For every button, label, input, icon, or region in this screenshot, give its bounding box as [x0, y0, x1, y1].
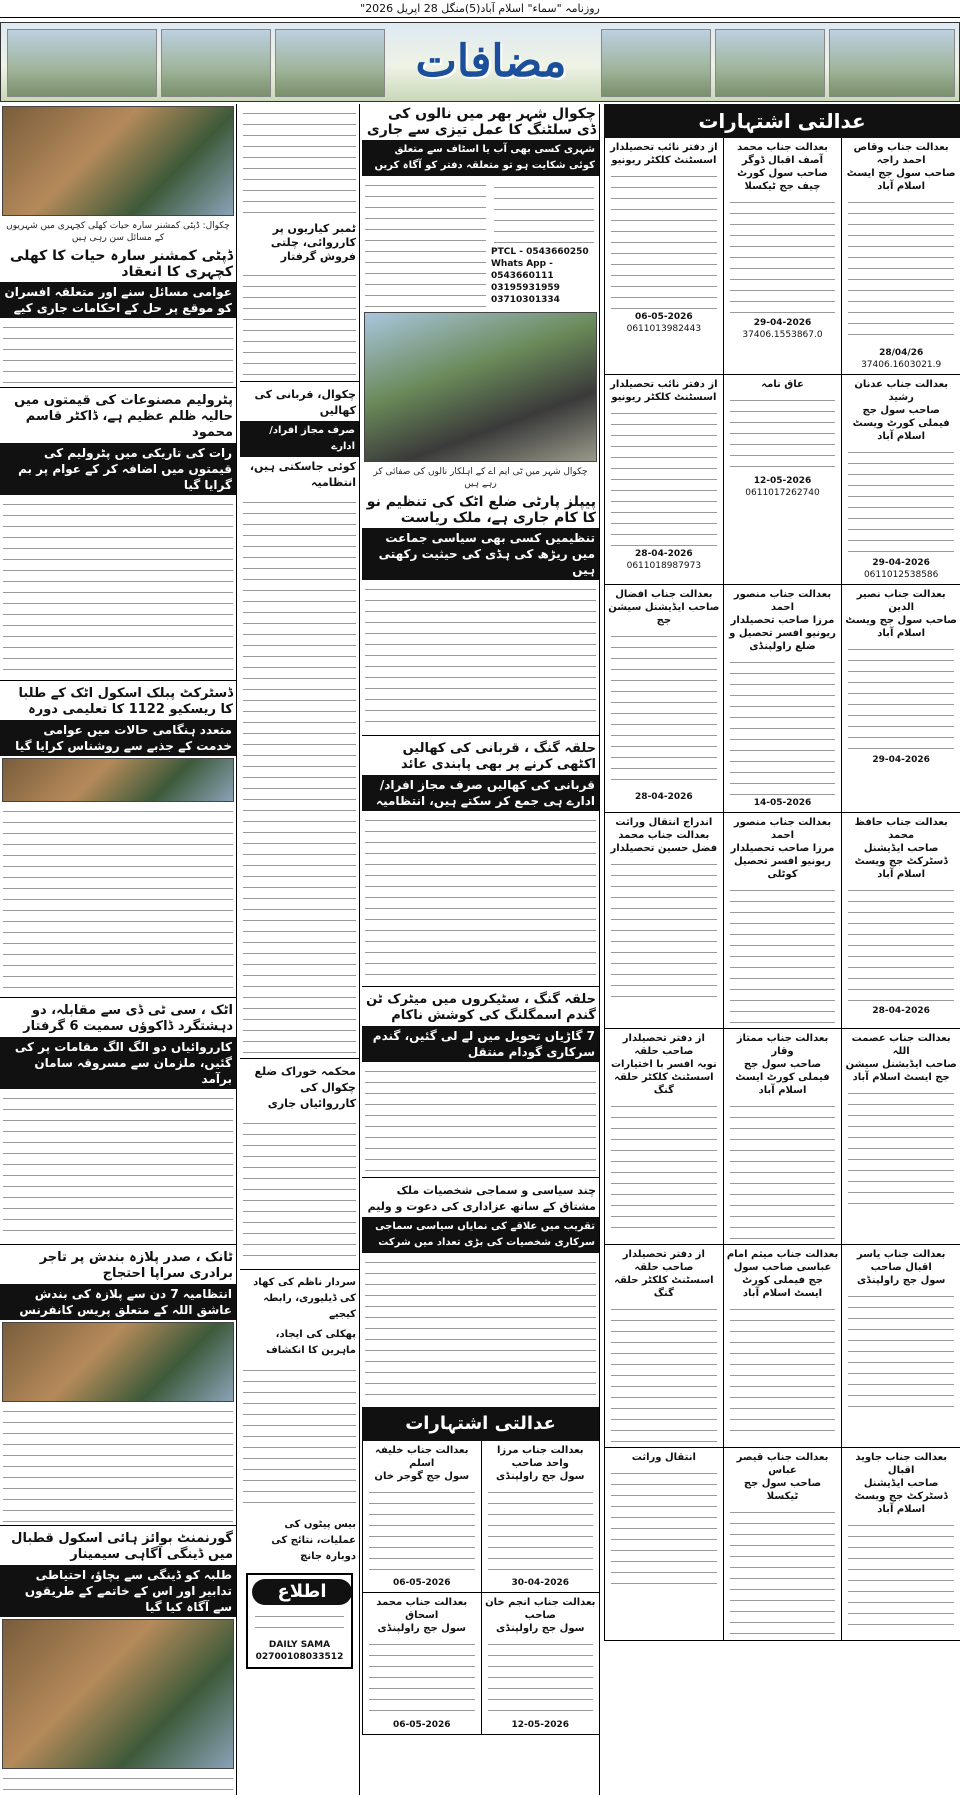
subheadline-5: انتظامیہ 7 دن سے پلازہ کی بندش عاشق اللہ کے متعلق پریس کانفرنس — [0, 1284, 236, 1320]
court-subtitle: صاحب ایڈیشنل ڈسٹرکٹ جج ویسٹ اسلام آباد — [854, 843, 948, 880]
court-subtitle: صاحب ایڈیشنل سیشن جج ایسٹ اسلام آباد — [845, 1059, 957, 1083]
headline-3: ڈسٹرکٹ پبلک اسکول اٹک کے طلبا کا ریسکیو 1122 کا تعلیمی دورہ — [18, 686, 233, 717]
article-text — [3, 1771, 233, 1795]
headline-desilting: چکوال شہر بھر میں نالوں کی ڈی سلٹنگ کا عمل تیزی سے جاری — [366, 106, 596, 138]
notice-title: اطلاع — [252, 1579, 352, 1605]
court-title: بعدالت جناب نصیر الدین — [856, 589, 946, 613]
headline-ppp: پیپلز پارٹی ضلع اٹک کی تنظیم نو کا کام جاری ہے، ملک ریاست — [366, 494, 596, 526]
court-title: بعدالت جناب افضال — [615, 589, 713, 600]
subheadline-hides-ban: قربانی کی کھالیں صرف مجاز افراد/ ادارے ہی جمع کر سکتے ہیں، انتظامیہ — [362, 775, 599, 811]
court-subtitle: بعدالت جناب محمد فضل حسین تحصیلدار — [610, 830, 718, 854]
cnic-number: 0611013982443 — [626, 324, 702, 334]
court-notice — [604, 375, 723, 585]
notice-text — [848, 445, 954, 555]
article-text — [365, 1064, 596, 1174]
court-notice — [723, 1448, 842, 1641]
court-subtitle: عباسی صاحب سول جج فیملی کورٹ ایسٹ اسلام آباد — [733, 1262, 832, 1299]
court-title: بعدالت جناب مرزا واحد صاحب — [496, 1445, 584, 1469]
court-subtitle: اسسٹنٹ کلکٹر حلقہ گنگ — [614, 1275, 714, 1299]
headline-food-dept: محکمہ خوراک ضلع چکوال کی کارروائیاں جاری — [254, 1065, 356, 1110]
court-notice — [604, 1448, 723, 1641]
news-photo-seminar — [2, 1619, 234, 1769]
hearing-date: 12-05-2026 — [753, 476, 812, 486]
news-column-1 — [0, 104, 237, 1795]
headline-fertilizer: سردار ناظم کی کھاد کی ڈیلیوری، رابطہ کیجیے — [253, 1277, 356, 1320]
court-notice — [723, 813, 842, 1029]
subheadline-6: طلبہ کو ڈینگی سے بچاؤ، احتیاطی تدابیر اور اس کے خاتمے کے طریقوں سے آگاہ کیا گیا — [0, 1565, 236, 1617]
court-title: از دفتر نائب تحصیلدار — [610, 142, 718, 153]
court-notice — [723, 1029, 842, 1245]
hearing-date: 28-04-2026 — [635, 549, 693, 559]
hearing-date: 29-04-2026 — [753, 318, 812, 328]
court-title: عاق نامہ — [761, 379, 804, 390]
article-text — [243, 495, 356, 1055]
article-text — [243, 106, 356, 218]
headline-hides-ban: حلقہ گنگ ، قربانی کی کھالیں اکٹھی کرنے پر بھی پابندی عائد — [401, 741, 596, 772]
notice-text — [730, 195, 836, 315]
court-ads-header: عدالتی اشتہارات — [362, 1407, 599, 1441]
news-photo-desilting — [364, 312, 597, 462]
court-title: بعدالت جناب ممتاز وقار — [736, 1033, 829, 1057]
headline-hides: چکوال، قربانی کی کھالیں — [254, 388, 356, 417]
article-text — [365, 813, 596, 983]
court-title: بعدالت جناب یاسر اقبال صاحب — [856, 1249, 946, 1273]
photo-caption: چکوال: ڈپٹی کمشنر سارہ حیات کھلی کچہری میں شہریوں کے مسائل سن رہی ہیں — [6, 221, 230, 243]
news-column-2 — [240, 104, 360, 1795]
notice-text — [611, 857, 717, 1007]
masthead-photo-left — [7, 29, 157, 97]
notice-text — [611, 1302, 717, 1442]
notice-text — [848, 195, 954, 345]
court-notice — [604, 1245, 723, 1448]
notice-box — [246, 1573, 353, 1669]
court-subtitle: نوبہ افسر با اختیارات اسسٹنٹ کلکٹر حلقہ گنگ — [610, 1059, 717, 1096]
court-notice — [723, 375, 842, 585]
news-column-3 — [362, 104, 600, 1795]
headline-2: پٹرولیم مصنوعات کی قیمتوں میں حالیہ ظلم عظیم ہے، ڈاکٹر قاسم محمود — [14, 393, 233, 440]
headline-6: گورنمنٹ بوائز ہائی اسکول قطبال میں ڈینگی آگاہی سیمینار — [11, 1531, 233, 1562]
notice-text — [730, 655, 836, 795]
court-subtitle: صاحب ایڈیشنل سیشن جج — [608, 602, 720, 626]
news-photo-rescue — [2, 758, 234, 802]
court-title: بعدالت جناب انجم خان صاحب — [485, 1597, 596, 1621]
court-notice — [723, 1245, 842, 1448]
court-subtitle: صاحب سول جج فیملی کورٹ ویسٹ اسلام آباد — [852, 405, 950, 442]
article-text — [243, 1116, 356, 1266]
court-subtitle: صاحب ایڈیشنل ڈسٹرکٹ جج ویسٹ اسلام آباد — [854, 1478, 948, 1515]
cnic-number: 0611018987973 — [626, 561, 702, 571]
section-title: مضافات — [415, 36, 567, 87]
notice-text — [369, 1485, 475, 1575]
article-text — [3, 320, 233, 384]
article-text — [3, 1091, 233, 1241]
court-notice — [604, 813, 723, 1029]
court-title: بعدالت جناب محمد اسحاق — [376, 1597, 468, 1621]
court-ads-header: عدالتی اشتہارات — [604, 104, 960, 138]
notice-text — [848, 642, 954, 752]
court-title: بعدالت جناب محمد آصف اقبال ڈوگر — [737, 142, 828, 166]
headline-social: چند سیاسی و سماجی شخصیات ملک مشتاق کے ساتھ عزاداری کی دعوت و ولیم — [367, 1184, 596, 1213]
phone-number-1: 03195931959 — [491, 283, 560, 293]
notice-text — [730, 883, 836, 1023]
cnic-number: 0611017262740 — [745, 488, 820, 498]
notice-text — [730, 1099, 836, 1239]
court-subtitle: سول جج راولپنڈی — [377, 1623, 466, 1634]
hearing-date: 14-05-2026 — [753, 798, 812, 808]
notice-line-1: DAILY SAMA — [268, 1640, 331, 1650]
court-ads-grid — [604, 138, 960, 1641]
court-title: اندراج انتقال وراثت — [615, 817, 713, 828]
headline-hides-2: کوئی جاسکتی ہیں، انتظامیہ — [249, 460, 356, 489]
article-text — [365, 178, 486, 308]
whatsapp-number: Whats App - 0543660111 — [491, 259, 554, 281]
masthead-photo-right-3 — [829, 29, 955, 97]
notice-text — [611, 1099, 717, 1229]
masthead-photo-left-2 — [161, 29, 271, 97]
date-line: روزنامہ "سماء" اسلام آباد(5)منگل 28 اپریل 2026" — [0, 0, 960, 18]
article-text — [3, 497, 233, 677]
article-text — [243, 268, 356, 378]
court-subtitle: سول جج راولپنڈی — [496, 1623, 585, 1634]
court-title: بعدالت جناب میثم امام — [726, 1249, 839, 1260]
subheadline-ppp: تنظیمیں کسی بھی سیاسی جماعت میں ریڑھ کی ہڈی کی حیثیت رکھتی ہیں — [362, 528, 599, 580]
cnic-number: 37406.1603021.9 — [861, 360, 942, 370]
notice-text — [488, 1485, 594, 1575]
article-text — [365, 582, 596, 732]
notice-text — [255, 1609, 344, 1637]
court-notice — [841, 1448, 960, 1641]
court-title: بعدالت جناب عصمت اللہ — [851, 1033, 951, 1057]
article-text — [494, 180, 594, 244]
subheadline-hides: صرف مجاز افراد/ ادارے — [240, 421, 359, 457]
subheadline-3: متعدد ہنگامی حالات میں عوامی خدمت کے جذبے سے روشناس کرایا گیا — [0, 720, 236, 756]
notice-text — [488, 1637, 594, 1717]
hearing-date: 28-04-2026 — [635, 792, 693, 802]
subheadline-wheat: 7 گاڑیاں تحویل میں لے لی گئیں، گندم سرکاری گودام منتقل — [362, 1026, 599, 1062]
cnic-number: 0611012538586 — [863, 570, 939, 580]
hearing-date: 28-04-2026 — [872, 1006, 930, 1016]
cnic-number: 37406.1553867.0 — [742, 330, 823, 340]
court-title: بعدالت جناب حافظ محمد — [854, 817, 948, 841]
subheadline-desilting: شہری کسی بھی آب یا اسٹاف سے متعلق کوئی شکایت ہو تو متعلقہ دفتر کو آگاہ کریں — [362, 140, 599, 176]
court-subtitle: صاحب سول جج ٹیکسلا — [743, 1478, 822, 1502]
court-subtitle: مرزا صاحب تحصیلدار ریونیو افسر تحصیل کوٹلی — [730, 843, 835, 880]
ptcl-number: PTCL - 0543660250 — [491, 247, 589, 257]
hearing-date: 06-05-2026 — [635, 312, 693, 322]
court-title: بعدالت جناب وقاص احمد راجہ — [853, 142, 949, 166]
court-subtitle: سول جج راولپنڈی — [496, 1471, 585, 1482]
court-notice — [841, 1029, 960, 1245]
court-notice — [481, 1593, 600, 1735]
court-subtitle: مرزا صاحب تحصیلدار ریونیو افسر تحصیل و ضلع راولپنڈی — [729, 615, 836, 652]
masthead-photo-left-3 — [275, 29, 385, 97]
article-text — [3, 804, 233, 994]
court-notice — [841, 375, 960, 585]
court-subtitle: صاحب سول جج ایسٹ اسلام آباد — [846, 168, 956, 192]
court-subtitle: صاحب سول جج ویسٹ اسلام آباد — [845, 615, 957, 639]
notice-text — [369, 1637, 475, 1717]
court-notice — [604, 1029, 723, 1245]
notice-text — [611, 169, 717, 309]
court-title: بعدالت جناب منصور احمد — [733, 817, 832, 841]
court-subtitle: اسسٹنٹ کلکٹر ریونیو — [611, 392, 717, 403]
court-notice — [362, 1441, 481, 1593]
notice-text — [611, 406, 717, 546]
court-notice — [841, 1245, 960, 1448]
court-notice — [604, 585, 723, 813]
court-notice — [723, 138, 842, 375]
court-notice — [841, 585, 960, 813]
masthead — [0, 22, 960, 102]
court-notice — [841, 813, 960, 1029]
article-text — [243, 1363, 356, 1513]
hearing-date: 29-04-2026 — [872, 558, 930, 568]
court-notice — [723, 585, 842, 813]
notice-text — [730, 1302, 836, 1432]
hearing-date: 06-05-2026 — [392, 1578, 451, 1588]
news-photo-press-conference — [2, 1322, 234, 1402]
article-text — [365, 1255, 596, 1405]
notice-text — [848, 1086, 954, 1206]
court-notice — [841, 138, 960, 375]
headline-wheat: حلقہ گنگ ، سٹیکروں میں میٹرک ٹن گندم اسمگلنگ کی کوشش ناکام — [366, 992, 596, 1023]
headline-4: اٹک ، سی ٹی ڈی سے مقابلہ، دو دہشتگرد ڈاکوؤں سمیت 6 گرفتار — [23, 1003, 233, 1034]
court-subtitle: صاحب سول جج فیملی کورٹ ایسٹ اسلام آباد — [735, 1059, 830, 1096]
court-ads-column — [604, 104, 960, 1795]
notice-text — [848, 1518, 954, 1628]
notice-text — [730, 393, 836, 473]
court-title: از دفتر تحصیلدار صاحب حلقہ — [622, 1033, 705, 1057]
court-title: انتقال وراثت — [631, 1452, 696, 1463]
headline-experts: پھکلی کی ایجاد، ماہرین کا انکشاف — [266, 1329, 356, 1356]
court-notice — [362, 1593, 481, 1735]
subheadline-4: کارروائیاں دو الگ الگ مقامات پر کی گئیں، ملزمان سے مسروقہ سامان برآمد — [0, 1037, 236, 1089]
headline-1: ڈپٹی کمشنر سارہ حیات کا کھلی کچہری کا انعقاد — [9, 248, 233, 280]
hearing-date: 28/04/26 — [879, 348, 924, 358]
hearing-date: 30-04-2026 — [511, 1578, 570, 1588]
court-title: بعدالت جناب عدنان رشید — [854, 379, 948, 403]
subheadline-1: عوامی مسائل سنے اور متعلقہ افسران کو موقع پر حل کے احکامات جاری کیے — [0, 282, 236, 318]
notice-text — [730, 1505, 836, 1635]
photo-caption: چکوال شہر میں ٹی ایم اے کے اہلکار نالوں کی صفائی کر رہے ہیں — [373, 467, 588, 489]
hearing-date: 12-05-2026 — [511, 1720, 570, 1730]
article-text — [3, 1404, 233, 1522]
court-title: بعدالت جناب جاوید اقبال — [855, 1452, 948, 1476]
subheadline-social: تقریب میں علاقے کی نمایاں سیاسی سماجی سرکاری شخصیات کی بڑی تعداد میں شرکت — [362, 1217, 599, 1253]
news-photo-open-court — [2, 106, 234, 216]
hearing-date: 29-04-2026 — [872, 755, 930, 765]
court-title: بعدالت جناب منصور احمد — [733, 589, 832, 613]
court-subtitle: اسسٹنٹ کلکٹر ریونیو — [611, 155, 717, 166]
court-title: از دفتر تحصیلدار صاحب حلقہ — [622, 1249, 705, 1273]
court-subtitle: سول جج گوجر خان — [374, 1471, 470, 1482]
court-subtitle: صاحب سول کورٹ چیف جج ٹیکسلا — [737, 168, 828, 192]
court-title: بعدالت جناب قیصر عباس — [736, 1452, 829, 1476]
subheadline-2: رات کی تاریکی میں پٹرولیم کی قیمتوں میں اضافہ کر کے عوام پر بم گرایا گیا — [0, 443, 236, 495]
notice-line-2: 02700108033512 — [255, 1652, 344, 1662]
headline-5: ٹانک ، صدر پلازہ بندش پر تاجر برادری سراپا احتجاج — [39, 1250, 233, 1281]
hearing-date: 06-05-2026 — [392, 1720, 451, 1730]
masthead-photo-right-1 — [601, 29, 711, 97]
court-title: بعدالت جناب خلیفہ اسلم — [375, 1445, 469, 1469]
masthead-photo-right-2 — [715, 29, 825, 97]
notice-text — [848, 1289, 954, 1409]
court-notice — [481, 1441, 600, 1593]
headline-tests: بیس پیٹوں کی عملیات، نتائج کی دوبارہ جانچ — [271, 1519, 356, 1562]
notice-text — [848, 883, 954, 1003]
notice-text — [611, 629, 717, 789]
phone-number-2: 03710301334 — [491, 295, 560, 305]
headline-timber: ٹمبر کیاریوں پر کارروائی، چلتی فروش گرفتار — [270, 222, 356, 263]
notice-text — [611, 1466, 717, 1586]
court-notice — [604, 138, 723, 375]
court-subtitle: سول جج راولپنڈی — [856, 1275, 946, 1286]
court-title: از دفتر نائب تحصیلدار — [610, 379, 718, 390]
